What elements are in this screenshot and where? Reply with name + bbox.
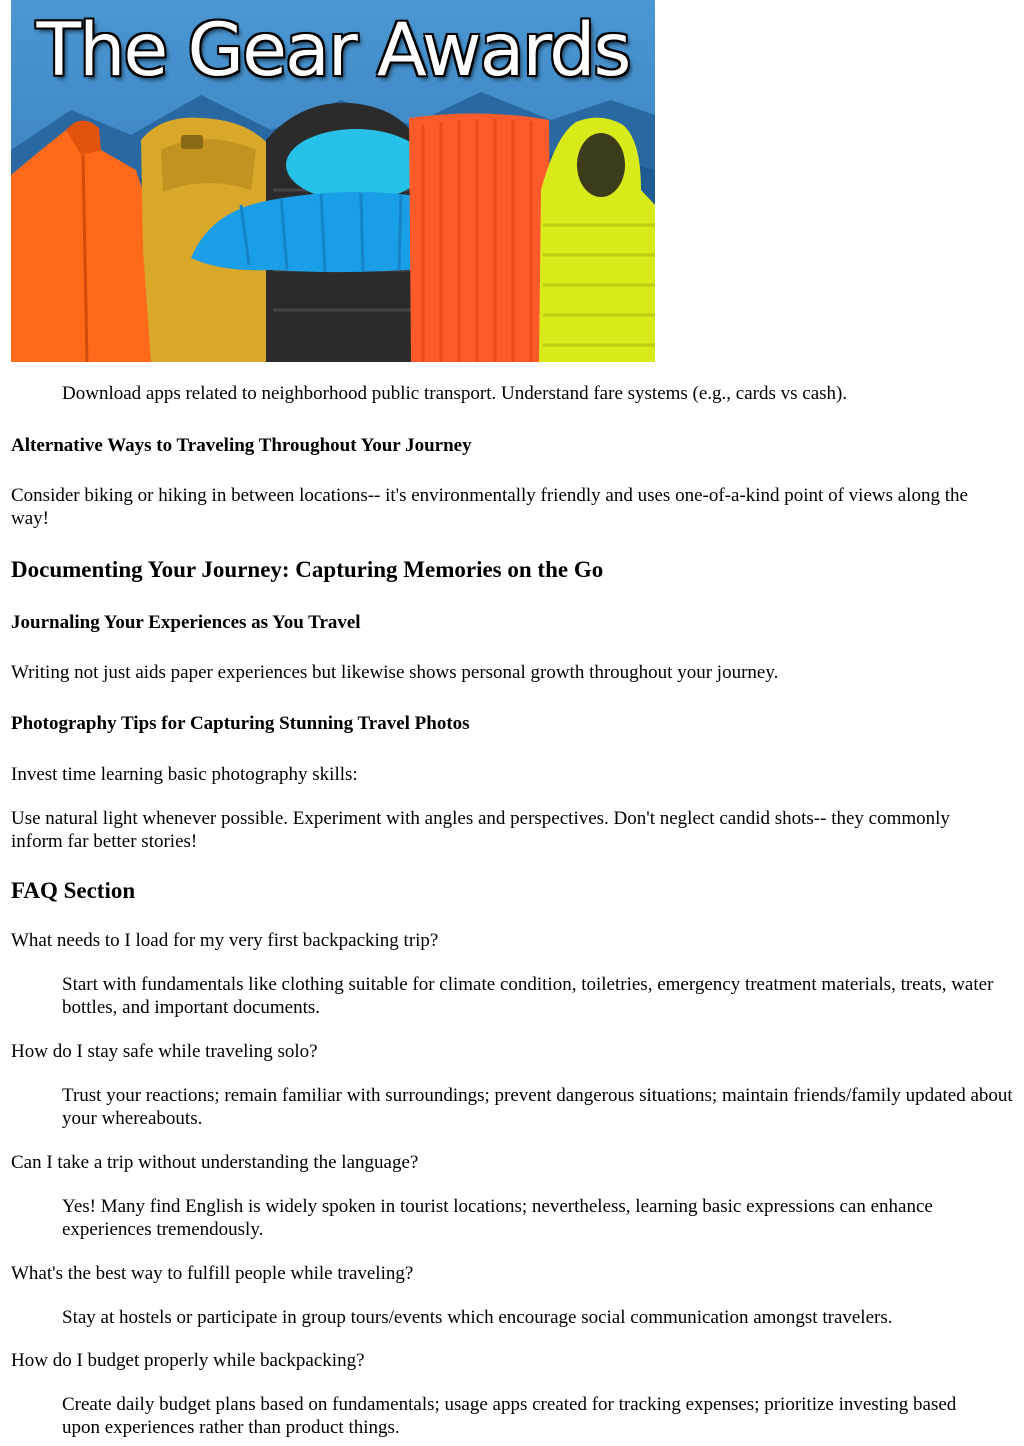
journaling-heading: Journaling Your Experiences as You Travel — [11, 612, 361, 633]
photography-tips: Use natural light whenever possible. Experiment with angles and perspectives. Don't neglect candid shots-- they commonly inform far better stories! — [11, 808, 950, 852]
documenting-heading: Documenting Your Journey: Capturing Memories on the Go — [11, 557, 604, 582]
photography-intro: Invest time learning basic photography skills: — [11, 764, 358, 785]
faq-answer: Stay at hostels or participate in group tours/events which encourage social communication amongst travelers. — [62, 1307, 893, 1328]
faq-question: What's the best way to fulfill people while traveling? — [11, 1263, 414, 1284]
banner-title: The Gear Awards — [36, 8, 630, 93]
faq-question: How do I stay safe while traveling solo? — [11, 1041, 318, 1062]
transport-tip: Download apps related to neighborhood public transport. Understand fare systems (e.g., cards vs cash). — [62, 383, 848, 404]
faq-question: Can I take a trip without understanding the language? — [11, 1152, 419, 1173]
photography-heading: Photography Tips for Capturing Stunning Travel Photos — [11, 713, 470, 734]
article — [11, 0, 1014, 1438]
faq-answer: Start with fundamentals like clothing suitable for climate condition, toiletries, emergency treatment materials, treats, water bottles, and important documents. — [62, 974, 994, 1018]
alternative-ways-heading: Alternative Ways to Traveling Throughout Your Journey — [11, 435, 472, 456]
faq-question: What needs to I load for my very first backpacking trip? — [11, 930, 439, 951]
faq-answer: Create daily budget plans based on fundamentals; usage apps created for tracking expenses; prioritize investing based upon experiences rather than product things. — [62, 1394, 957, 1438]
alternative-ways-body: Consider biking or hiking in between locations-- it's environmentally friendly and uses one-of-a-kind point of views along the way! — [11, 485, 968, 529]
faq-answer: Yes! Many find English is widely spoken in tourist locations; nevertheless, learning basic expressions can enhance experiences tremendously. — [62, 1196, 933, 1240]
faq-heading: FAQ Section — [11, 878, 136, 903]
faq-answer: Trust your reactions; remain familiar with surroundings; prevent dangerous situations; maintain friends/family updated about your whereabouts. — [62, 1085, 1013, 1129]
faq-question: How do I budget properly while backpacking? — [11, 1350, 365, 1371]
journaling-body: Writing not just aids paper experiences but likewise shows personal growth throughout your journey. — [11, 662, 779, 683]
gear-awards-banner — [11, 0, 655, 362]
